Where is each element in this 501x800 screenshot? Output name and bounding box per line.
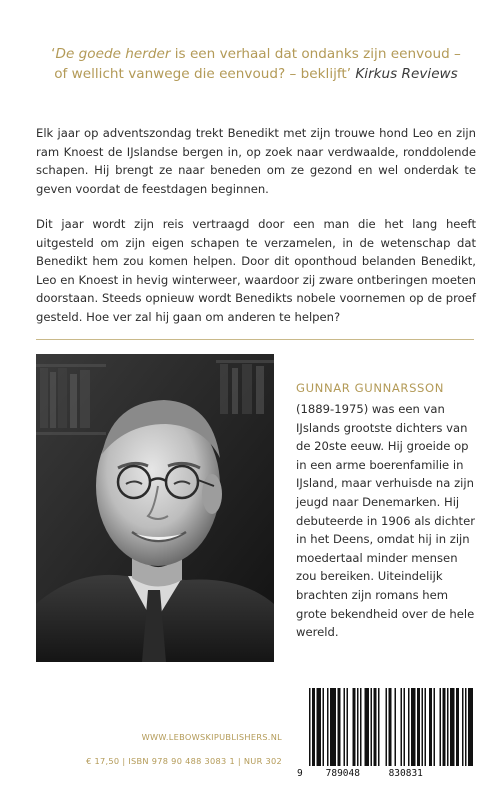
barcode-bar bbox=[447, 688, 449, 766]
barcode-bar bbox=[378, 688, 380, 766]
quote-line-2 bbox=[36, 64, 476, 84]
price: € 17,50 bbox=[86, 756, 120, 766]
barcode-bar bbox=[443, 688, 446, 766]
barcode-bar bbox=[440, 688, 442, 766]
barcode-bar bbox=[468, 688, 473, 766]
quote-book-title: De goede herder bbox=[55, 46, 171, 62]
quote-open-mark: ‘ bbox=[51, 46, 56, 62]
barcode-bar bbox=[450, 688, 455, 766]
barcode-bars bbox=[297, 688, 473, 768]
author-bio-text: (1889-1975) was een van IJslands grootste dichters van de 20ste eeuw. Hij groeide op in een arme boerenfamilie in IJsland, maar verhuisde na zijn jeugd naar Denemarken. Hij debuteerde in 1906 als dichter in het Deens, omdat hij in zijn moedertaal minder mensen zou bereiken. Uiteindelijk brachten zijn romans hem grote bekendheid over de hele wereld. bbox=[296, 402, 475, 640]
barcode-bar bbox=[317, 688, 322, 766]
barcode-bar bbox=[360, 688, 362, 766]
barcode-bar bbox=[395, 688, 397, 766]
barcode-bar bbox=[327, 688, 329, 766]
publisher-url[interactable]: WWW.LEBOWSKIPUBLISHERS.NL bbox=[141, 732, 282, 742]
barcode-bar bbox=[389, 688, 392, 766]
barcode-digits-right: 830831 bbox=[388, 768, 423, 779]
blurb-paragraph-1: Elk jaar op adventszondag trekt Benedikt met zijn trouwe hond Leo en zijn ram Knoest de IJslandse bergen in, op zoek naar verdwaalde, ronddolende schapen. Hij brengt ze naar beneden om ze gezond en wel onderdak te geven voordat de feestdagen beginnen. bbox=[36, 126, 476, 196]
quote-line-1 bbox=[36, 44, 476, 64]
nur-code: NUR 302 bbox=[243, 756, 282, 766]
section-divider bbox=[36, 339, 474, 340]
barcode-bar bbox=[417, 688, 420, 766]
barcode-bar bbox=[425, 688, 427, 766]
barcode-digits bbox=[297, 768, 473, 779]
separator-2: | bbox=[237, 756, 241, 766]
quote-line-1-text: is een verhaal dat ondanks zijn eenvoud – bbox=[170, 46, 461, 62]
barcode-bar bbox=[374, 688, 377, 766]
barcode-bar bbox=[462, 688, 464, 766]
barcode-bar bbox=[456, 688, 459, 766]
author-portrait-illustration bbox=[36, 354, 274, 662]
isbn-barcode bbox=[297, 688, 473, 784]
separator-1: | bbox=[122, 756, 126, 766]
quote-line-2-text: of wellicht vanwege die eenvoud? – beklijft’ bbox=[54, 66, 356, 82]
barcode-bar bbox=[330, 688, 336, 766]
barcode-bar bbox=[323, 688, 325, 766]
barcode-bar bbox=[347, 688, 349, 766]
barcode-bar bbox=[465, 688, 467, 766]
barcode-bar bbox=[408, 688, 410, 766]
barcode-digit-first: 9 bbox=[297, 768, 303, 779]
barcode-bar bbox=[338, 688, 341, 766]
author-name: GUNNAR GUNNARSSON bbox=[296, 381, 445, 395]
barcode-bar bbox=[429, 688, 432, 766]
quote-source: Kirkus Reviews bbox=[355, 66, 458, 82]
isbn: ISBN 978 90 488 3083 1 bbox=[128, 756, 235, 766]
barcode-bar bbox=[404, 688, 406, 766]
barcode-bar bbox=[401, 688, 403, 766]
barcode-bar bbox=[353, 688, 356, 766]
barcode-bar bbox=[309, 688, 311, 766]
barcode-bar bbox=[434, 688, 436, 766]
author-bio bbox=[296, 380, 478, 642]
barcode-bar bbox=[411, 688, 416, 766]
blurb-paragraph-2: Dit jaar wordt zijn reis vertraagd door een man die het lang heeft uitgesteld om zijn eigen schapen te verzamelen, in de wetenschap dat Benedikt hem zou komen helpen. Door dit oponthoud belanden Benedikt, Leo en Knoest in hevig winterweer, waardoor zij zware ontberingen moeten doorstaan. Steeds opnieuw wordt Benedikts nobele voornemen op de proef gesteld. Hoe ver zal hij gaan om anderen te helpen? bbox=[36, 217, 476, 324]
barcode-digits-left: 789048 bbox=[325, 768, 360, 779]
barcode-bar bbox=[312, 688, 315, 766]
author-photo bbox=[36, 354, 274, 662]
book-info-line bbox=[36, 755, 282, 767]
review-quote bbox=[36, 44, 476, 84]
barcode-bar bbox=[386, 688, 388, 766]
barcode-bar bbox=[344, 688, 346, 766]
barcode-bar bbox=[371, 688, 373, 766]
publisher-footer bbox=[36, 731, 282, 767]
barcode-bar bbox=[422, 688, 424, 766]
barcode-bar bbox=[365, 688, 370, 766]
barcode-bar bbox=[357, 688, 359, 766]
